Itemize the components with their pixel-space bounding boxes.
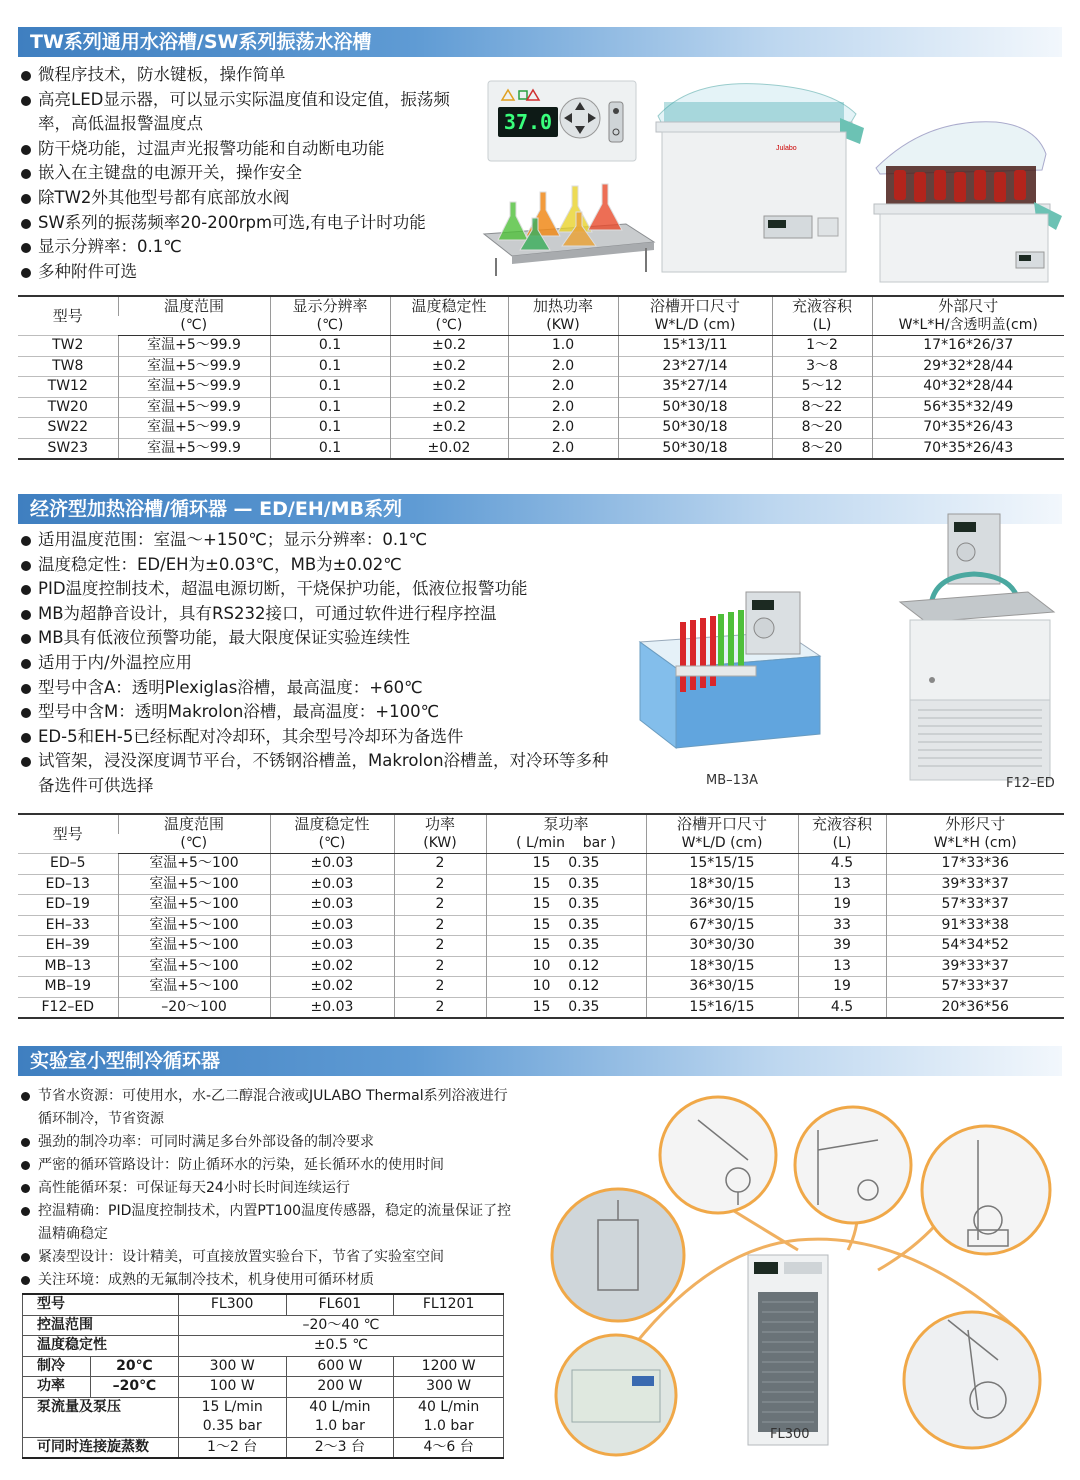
feature-list xyxy=(20,528,620,799)
column-header: 温度范围 xyxy=(118,296,270,316)
table-cell: 室温+5～100 xyxy=(118,977,270,998)
section-banner: 实验室小型制冷循环器 xyxy=(18,1046,1062,1076)
table-cell: 50*30/18 xyxy=(618,418,772,439)
section-ed-eh-mb xyxy=(0,480,1080,1040)
table-cell: 15 0.35 xyxy=(486,915,646,936)
table-cell: 0.1 xyxy=(270,418,390,439)
table-cell: 5～12 xyxy=(772,377,872,398)
table-cell: 0.1 xyxy=(270,336,390,357)
table-row xyxy=(18,874,1064,895)
table-cell: 18*30/15 xyxy=(646,874,798,895)
table-cell: EH–33 xyxy=(18,915,118,936)
table-cell: 70*35*26/43 xyxy=(872,438,1064,459)
table-row xyxy=(18,997,1064,1018)
table-cell: MB–19 xyxy=(18,977,118,998)
cool-label-1: 制冷 xyxy=(23,1356,91,1377)
stability-label: 温度稳定性 xyxy=(23,1336,179,1357)
table-cell: 2.0 xyxy=(508,438,618,459)
table-cell: 13 xyxy=(798,956,886,977)
table-cell: TW2 xyxy=(18,336,118,357)
column-unit: ( L/min bar ) xyxy=(486,834,646,854)
table-cell: 70*35*26/43 xyxy=(872,418,1064,439)
table-cell: 0.1 xyxy=(270,356,390,377)
table-cell: 57*33*37 xyxy=(886,977,1064,998)
table-cell: 0.1 xyxy=(270,397,390,418)
table-cell: ±0.02 xyxy=(270,956,394,977)
feature-bullet: 高亮LED显示器，可以显示实际温度值和设定值，振荡频率，高低温报警温度点 xyxy=(20,88,470,137)
table-cell: 2 xyxy=(394,874,486,895)
table-cell: 33 xyxy=(798,915,886,936)
model-label: 型号 xyxy=(23,1294,179,1315)
column-header: 温度范围 xyxy=(118,814,270,834)
table-cell: ED–5 xyxy=(18,854,118,875)
pump-label: 泵流量及泵压 xyxy=(23,1397,179,1437)
feature-bullet: 温度稳定性：ED/EH为±0.03℃，MB为±0.02℃ xyxy=(20,553,620,578)
column-header: 浴槽开口尺寸 xyxy=(618,296,772,316)
table-cell: 2 xyxy=(394,854,486,875)
mb-13a-photo xyxy=(636,586,824,754)
table-cell: ±0.03 xyxy=(270,854,394,875)
table-cell: ±0.03 xyxy=(270,997,394,1018)
table-cell: TW8 xyxy=(18,356,118,377)
table-cell: 8～20 xyxy=(772,418,872,439)
feature-bullet: 除TW2外其他型号都有底部放水阀 xyxy=(20,186,470,211)
column-header: 泵功率 xyxy=(486,814,646,834)
tw-water-bath-photo xyxy=(650,78,870,278)
table-row xyxy=(18,977,1064,998)
pump-flow-fl1201: 40 L/min xyxy=(394,1397,504,1417)
table-cell: 0.1 xyxy=(270,438,390,459)
table-cell: 室温+5～100 xyxy=(118,854,270,875)
column-unit: (KW) xyxy=(394,834,486,854)
table-row xyxy=(18,936,1064,957)
column-header: 充液容积 xyxy=(798,814,886,834)
column-unit: W*L*H (cm) xyxy=(886,834,1064,854)
table-cell: 39*33*37 xyxy=(886,956,1064,977)
cool-20-fl300: 300 W xyxy=(178,1356,286,1377)
section-tw-sw xyxy=(0,0,1080,480)
evap-fl1201: 4～6 台 xyxy=(394,1437,504,1458)
table-row xyxy=(18,356,1064,377)
table-cell: 室温+5～99.9 xyxy=(118,336,270,357)
column-unit: W*L/D (cm) xyxy=(618,316,772,336)
column-unit: W*L/D (cm) xyxy=(646,834,798,854)
table-cell: 15 0.35 xyxy=(486,895,646,916)
column-header: 外部尺寸 xyxy=(872,296,1064,316)
feature-bullet: 微程序技术，防水键板，操作简单 xyxy=(20,63,470,88)
table-cell: 91*33*38 xyxy=(886,915,1064,936)
table-cell: MB–13 xyxy=(18,956,118,977)
cool-m20-label: –20℃ xyxy=(90,1377,178,1398)
table-cell: 室温+5～100 xyxy=(118,895,270,916)
table-cell: ±0.02 xyxy=(390,438,508,459)
table-cell: 23*27/14 xyxy=(618,356,772,377)
fl-spec-table xyxy=(22,1293,504,1459)
stability-value: ±0.5 ℃ xyxy=(178,1336,503,1357)
table-cell: 30*30/30 xyxy=(646,936,798,957)
table-cell: 40*32*28/44 xyxy=(872,377,1064,398)
control-panel-photo xyxy=(487,80,637,162)
feature-bullet: 显示分辨率：0.1℃ xyxy=(20,235,470,260)
model-fl300: FL300 xyxy=(178,1294,286,1315)
table-cell: 18*30/15 xyxy=(646,956,798,977)
table-row xyxy=(18,397,1064,418)
table-cell: 50*30/18 xyxy=(618,438,772,459)
cool-20-label: 20℃ xyxy=(90,1356,178,1377)
caption-fl300: FL300 xyxy=(770,1427,810,1442)
table-cell: 室温+5～99.9 xyxy=(118,397,270,418)
table-cell: ±0.03 xyxy=(270,874,394,895)
table-cell: 50*30/18 xyxy=(618,397,772,418)
section-banner: TW系列通用水浴槽/SW系列振荡水浴槽 xyxy=(18,27,1062,57)
table-cell: 36*30/15 xyxy=(646,895,798,916)
table-cell: SW23 xyxy=(18,438,118,459)
led-display-value: 37.0 xyxy=(503,110,553,134)
feature-bullet: 防干烧功能，过温声光报警功能和自动断电功能 xyxy=(20,137,470,162)
feature-bullet: 严密的循环管路设计：防止循环水的污染，延长循环水的使用时间 xyxy=(20,1154,520,1177)
table-cell: 56*35*32/49 xyxy=(872,397,1064,418)
table-cell: ±0.03 xyxy=(270,895,394,916)
table-cell: 57*33*37 xyxy=(886,895,1064,916)
f12-ed-photo xyxy=(888,512,1060,788)
table-cell: 2 xyxy=(394,895,486,916)
table-row xyxy=(18,336,1064,357)
table-cell: –20～100 xyxy=(118,997,270,1018)
table-cell: F12–ED xyxy=(18,997,118,1018)
table-cell: 室温+5～100 xyxy=(118,915,270,936)
table-cell: ±0.2 xyxy=(390,418,508,439)
evap-fl601: 2～3 台 xyxy=(286,1437,394,1458)
pump-bar-fl1201: 1.0 bar xyxy=(394,1417,504,1437)
table-cell: 15*16/15 xyxy=(646,997,798,1018)
column-header: 浴槽开口尺寸 xyxy=(646,814,798,834)
evap-label: 可同时连接旋蒸数 xyxy=(23,1437,179,1458)
table-cell: 2 xyxy=(394,936,486,957)
column-header: 温度稳定性 xyxy=(390,296,508,316)
table-cell: ED–13 xyxy=(18,874,118,895)
table-cell: 67*30/15 xyxy=(646,915,798,936)
table-cell: ±0.02 xyxy=(270,977,394,998)
table-cell: 2 xyxy=(394,997,486,1018)
feature-bullet: 高性能循环泵：可保证每天24小时长时间连续运行 xyxy=(20,1177,520,1200)
table-cell: 2.0 xyxy=(508,418,618,439)
table-row xyxy=(18,854,1064,875)
table-cell: 20*36*56 xyxy=(886,997,1064,1018)
table-cell: 15 0.35 xyxy=(486,874,646,895)
column-header: 充液容积 xyxy=(772,296,872,316)
table-cell: ED–19 xyxy=(18,895,118,916)
table-cell: 15*13/11 xyxy=(618,336,772,357)
feature-bullet: MB为超静音设计，具有RS232接口，可通过软件进行程序控温 xyxy=(20,602,620,627)
table-cell: TW12 xyxy=(18,377,118,398)
feature-bullet: 型号中含M：透明Makrolon浴槽，最高温度：+100℃ xyxy=(20,700,620,725)
table-cell: 2 xyxy=(394,915,486,936)
range-value: –20～40 ℃ xyxy=(178,1315,503,1336)
feature-list xyxy=(20,1085,520,1292)
table-cell: 15*15/15 xyxy=(646,854,798,875)
column-unit: (L) xyxy=(798,834,886,854)
table-cell: 15 0.35 xyxy=(486,854,646,875)
table-cell: 39 xyxy=(798,936,886,957)
column-unit: (℃) xyxy=(118,834,270,854)
table-cell: 2 xyxy=(394,977,486,998)
table-cell: ±0.2 xyxy=(390,356,508,377)
table-row xyxy=(18,418,1064,439)
column-header: 温度稳定性 xyxy=(270,814,394,834)
column-header: 显示分辨率 xyxy=(270,296,390,316)
table-cell: 36*30/15 xyxy=(646,977,798,998)
column-unit: (℃) xyxy=(270,834,394,854)
feature-list xyxy=(20,63,470,284)
table-cell: 19 xyxy=(798,977,886,998)
table-row xyxy=(18,377,1064,398)
model-fl601: FL601 xyxy=(286,1294,394,1315)
table-cell: 15 0.35 xyxy=(486,936,646,957)
column-header: 型号 xyxy=(18,814,118,854)
table-cell: ±0.03 xyxy=(270,915,394,936)
table-cell: 2.0 xyxy=(508,356,618,377)
table-cell: 17*33*36 xyxy=(886,854,1064,875)
pump-bar-fl601: 1.0 bar xyxy=(286,1417,394,1437)
feature-bullet: 适用于内/外温控应用 xyxy=(20,651,620,676)
table-cell: 10 0.12 xyxy=(486,977,646,998)
model-fl1201: FL1201 xyxy=(394,1294,504,1315)
table-cell: 室温+5～100 xyxy=(118,874,270,895)
table-cell: 室温+5～99.9 xyxy=(118,418,270,439)
table-cell: 2 xyxy=(394,956,486,977)
feature-bullet: 关注环境：成熟的无氟制冷技术，机身使用可循环材质 xyxy=(20,1269,520,1292)
table-cell: 4.5 xyxy=(798,997,886,1018)
table-cell: 室温+5～99.9 xyxy=(118,438,270,459)
feature-bullet: 紧凑型设计：设计精美，可直接放置实验台下，节省了实验室空间 xyxy=(20,1246,520,1269)
pump-flow-fl300: 15 L/min xyxy=(178,1397,286,1417)
table-cell: 室温+5～100 xyxy=(118,936,270,957)
brand-logo: Julabo xyxy=(776,145,797,152)
table-cell: 2.0 xyxy=(508,377,618,398)
column-header: 功率 xyxy=(394,814,486,834)
cool-label-2: 功率 xyxy=(23,1377,91,1398)
cool-20-fl1201: 1200 W xyxy=(394,1356,504,1377)
feature-bullet: 节省水资源：可使用水，水-乙二醇混合液或JULABO Thermal系列浴液进行循环制冷，节省资源 xyxy=(20,1085,520,1131)
flask-rack-photo xyxy=(476,172,658,282)
table-row xyxy=(18,915,1064,936)
table-cell: 15 0.35 xyxy=(486,997,646,1018)
column-unit: (KW) xyxy=(508,316,618,336)
feature-bullet: SW系列的振荡频率20-200rpm可选,有电子计时功能 xyxy=(20,211,470,236)
section-refrigerated-circulator xyxy=(0,1040,1080,1480)
feature-bullet: 适用温度范围：室温～+150℃；显示分辨率：0.1℃ xyxy=(20,528,620,553)
table-cell: ±0.2 xyxy=(390,397,508,418)
table-cell: 8～20 xyxy=(772,438,872,459)
column-unit: (℃) xyxy=(390,316,508,336)
table-cell: 4.5 xyxy=(798,854,886,875)
feature-bullet: 嵌入在主键盘的电源开关，操作安全 xyxy=(20,161,470,186)
table-cell: 0.1 xyxy=(270,377,390,398)
cool-20-fl601: 600 W xyxy=(286,1356,394,1377)
table-cell: ±0.2 xyxy=(390,336,508,357)
table-cell: 8～22 xyxy=(772,397,872,418)
application-collage xyxy=(548,1080,1062,1480)
caption-f12-ed: F12–ED xyxy=(1006,776,1055,791)
feature-bullet: 强劲的制冷功率：可同时满足多台外部设备的制冷要求 xyxy=(20,1131,520,1154)
table-cell: 35*27/14 xyxy=(618,377,772,398)
feature-bullet: MB具有低液位预警功能，最大限度保证实验连续性 xyxy=(20,626,620,651)
column-header: 加热功率 xyxy=(508,296,618,316)
feature-bullet: PID温度控制技术，超温电源切断，干烧保护功能，低液位报警功能 xyxy=(20,577,620,602)
column-header: 外形尺寸 xyxy=(886,814,1064,834)
table-cell: 13 xyxy=(798,874,886,895)
section-banner: 经济型加热浴槽/循环器 — ED/EH/MB系列 xyxy=(18,494,1062,524)
tw-sw-spec-table xyxy=(18,295,1064,460)
table-row xyxy=(18,895,1064,916)
table-cell: 3～8 xyxy=(772,356,872,377)
feature-bullet: 控温精确：PID温度控制技术，内置PT100温度传感器，稳定的流量保证了控温精确稳定 xyxy=(20,1200,520,1246)
column-unit: W*L*H/含透明盖(cm) xyxy=(872,316,1064,336)
table-cell: 室温+5～100 xyxy=(118,956,270,977)
column-unit: (℃) xyxy=(270,316,390,336)
ed-eh-mb-spec-table xyxy=(18,813,1064,1019)
table-row xyxy=(18,956,1064,977)
feature-bullet: 型号中含A：透明Plexiglas浴槽，最高温度：+60℃ xyxy=(20,676,620,701)
caption-mb-13a: MB–13A xyxy=(706,773,759,788)
table-cell: 2.0 xyxy=(508,397,618,418)
cool-m20-fl601: 200 W xyxy=(286,1377,394,1398)
cool-m20-fl300: 100 W xyxy=(178,1377,286,1398)
table-cell: ±0.03 xyxy=(270,936,394,957)
table-cell: 39*33*37 xyxy=(886,874,1064,895)
pump-bar-fl300: 0.35 bar xyxy=(178,1417,286,1437)
column-unit: (L) xyxy=(772,316,872,336)
table-cell: 室温+5～99.9 xyxy=(118,356,270,377)
range-label: 控温范围 xyxy=(23,1315,179,1336)
table-cell: 10 0.12 xyxy=(486,956,646,977)
table-cell: 1～2 xyxy=(772,336,872,357)
cool-m20-fl1201: 300 W xyxy=(394,1377,504,1398)
table-cell: 29*32*28/44 xyxy=(872,356,1064,377)
feature-bullet: 多种附件可选 xyxy=(20,260,470,285)
column-unit: (℃) xyxy=(118,316,270,336)
column-header: 型号 xyxy=(18,296,118,336)
table-cell: 17*16*26/37 xyxy=(872,336,1064,357)
table-cell: EH–39 xyxy=(18,936,118,957)
feature-bullet: ED-5和EH-5已经标配对冷却环，其余型号冷却环为备选件 xyxy=(20,725,620,750)
table-cell: TW20 xyxy=(18,397,118,418)
table-cell: 54*34*52 xyxy=(886,936,1064,957)
sw-shaking-bath-photo xyxy=(866,118,1064,286)
evap-fl300: 1～2 台 xyxy=(178,1437,286,1458)
table-cell: 室温+5～99.9 xyxy=(118,377,270,398)
table-cell: ±0.2 xyxy=(390,377,508,398)
pump-flow-fl601: 40 L/min xyxy=(286,1397,394,1417)
table-cell: SW22 xyxy=(18,418,118,439)
table-cell: 1.0 xyxy=(508,336,618,357)
feature-bullet: 试管架，浸没深度调节平台，不锈钢浴槽盖，Makrolon浴槽盖，对冷环等多种备选件可供选择 xyxy=(20,749,620,798)
table-row xyxy=(18,438,1064,459)
table-cell: 19 xyxy=(798,895,886,916)
